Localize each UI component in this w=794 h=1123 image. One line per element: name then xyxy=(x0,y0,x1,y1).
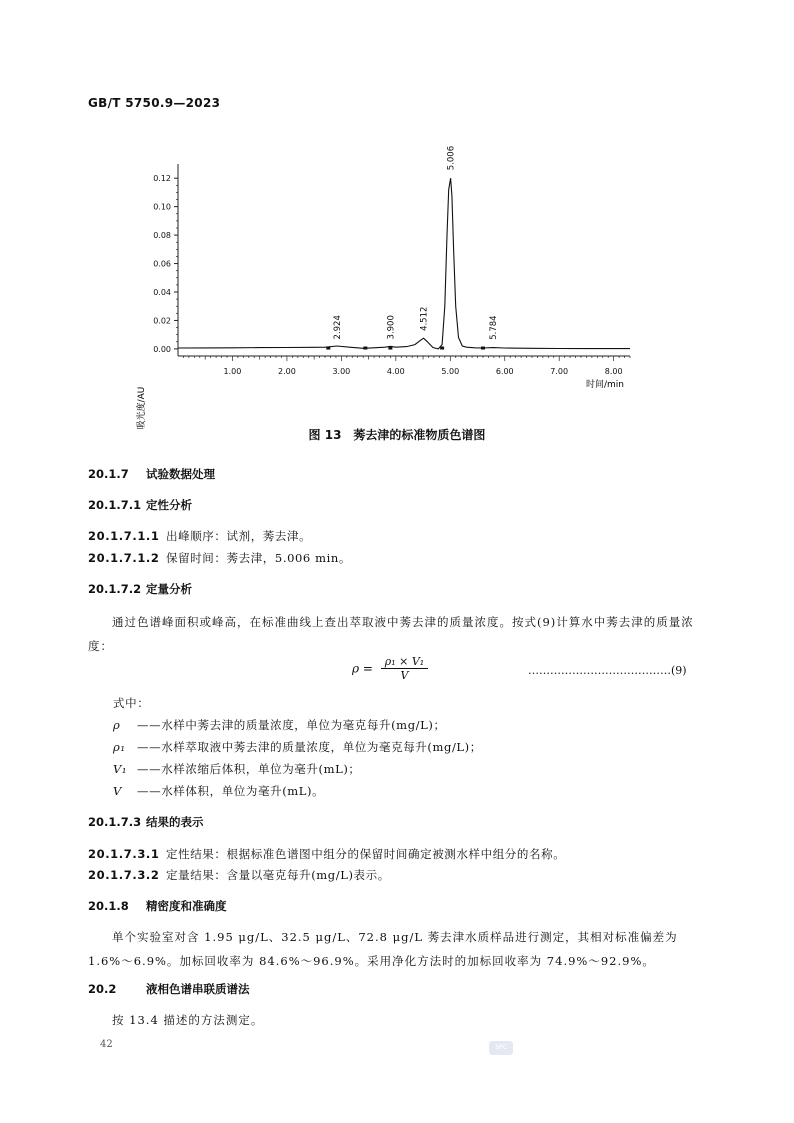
integration-marker xyxy=(363,347,367,350)
x-tick-label: 1.00 xyxy=(223,367,242,376)
var-v: V ——水样体积，单位为毫升(mL)。 xyxy=(113,784,325,798)
precision-paragraph: 单个实验室对含 1.95 μg/L、32.5 μg/L、72.8 μg/L 莠去津水质样品进行测定，其相对标准偏差为1.6%～6.9%。加标回收率为 84.6%～96.9%。采用净化方法时的加标回收率为 74.9%～92.9%。 xyxy=(88,930,678,968)
where-label: 式中： xyxy=(113,696,150,710)
heading-20-2: 20.2 液相色谱串联质谱法 xyxy=(88,982,250,996)
x-tick-label: 2.00 xyxy=(278,367,296,376)
x-tick-label: 4.00 xyxy=(386,367,405,376)
chart-axes xyxy=(178,164,630,356)
y-tick-label: 0.12 xyxy=(153,174,171,184)
formula-number: …………………………………(9) xyxy=(528,664,687,677)
page-number: 42 xyxy=(100,1039,113,1050)
x-tick-label: 6.00 xyxy=(495,367,514,376)
var-rho: ρ ——水样中莠去津的质量浓度，单位为毫克每升(mg/L)； xyxy=(113,718,446,732)
item-20-1-7-1-2: 20.1.7.1.2 保留时间：莠去津，5.006 min。 xyxy=(88,551,351,565)
chart-ticks xyxy=(153,174,630,376)
x-tick-label: 8.00 xyxy=(604,367,623,376)
peak-label: 5.784 xyxy=(488,315,499,340)
integration-marker xyxy=(440,347,444,350)
peak-label: 3.900 xyxy=(386,315,397,340)
item-20-1-7-3-2: 20.1.7.3.2 定量结果：含量以毫克每升(mg/L)表示。 xyxy=(88,868,390,882)
heading-20-1-7-2: 20.1.7.2 定量分析 xyxy=(88,582,192,596)
y-tick-label: 0.08 xyxy=(153,231,171,241)
heading-20-1-8: 20.1.8 精密度和准确度 xyxy=(88,899,227,913)
var-rho1: ρ₁ ——水样萃取液中莠去津的质量浓度，单位为毫克每升(mg/L)； xyxy=(113,740,482,754)
peak-label: 4.512 xyxy=(419,306,430,331)
chart-series xyxy=(178,178,630,349)
chromatogram-line xyxy=(178,178,630,349)
standard-number: GB/T 5750.9—2023 xyxy=(88,96,221,110)
y-tick-label: 0.00 xyxy=(153,344,171,354)
integration-marker xyxy=(326,347,330,350)
peak-label: 5.006 xyxy=(446,145,457,171)
heading-20-1-7-3: 20.1.7.3 结果的表示 xyxy=(88,815,204,829)
method-paragraph: 按 13.4 描述的方法测定。 xyxy=(112,1013,264,1027)
peak-label: 2.924 xyxy=(333,315,344,340)
x-tick-label: 3.00 xyxy=(332,367,351,376)
item-20-1-7-1-1: 20.1.7.1.1 出峰顺序：试剂，莠去津。 xyxy=(88,529,312,543)
formula-9: ρ = $\frac{\text{ρ₁ × V₁}}{V}$ xyxy=(352,655,428,682)
quant-paragraph: 通过色谱峰面积或峰高，在标准曲线上查出萃取液中莠去津的质量浓度。按式(9)计算水中莠去津的质量浓度： xyxy=(88,615,694,653)
y-tick-label: 0.10 xyxy=(153,202,171,212)
publisher-logo: SPC xyxy=(489,1041,513,1055)
y-tick-label: 0.06 xyxy=(153,259,171,269)
x-tick-label: 5.00 xyxy=(441,367,460,376)
chart-peak-labels xyxy=(333,146,499,340)
chromatogram-chart xyxy=(120,145,640,430)
integration-marker xyxy=(481,347,485,350)
y-axis-label: 吸光度/AU xyxy=(137,386,147,430)
heading-20-1-7: 20.1.7 试验数据处理 xyxy=(88,467,215,481)
figure-caption: 图 13 莠去津的标准物质色谱图 xyxy=(308,428,486,442)
x-tick-label: 7.00 xyxy=(550,367,569,376)
item-20-1-7-3-1: 20.1.7.3.1 定性结果：根据标准色谱图中组分的保留时间确定被测水样中组分的名称。 xyxy=(88,847,566,861)
var-v1: V₁ ——水样浓缩后体积，单位为毫升(mL)； xyxy=(113,762,361,776)
integration-marker xyxy=(388,347,392,350)
y-tick-label: 0.02 xyxy=(153,316,171,326)
heading-20-1-7-1: 20.1.7.1 定性分析 xyxy=(88,498,192,512)
x-axis-label: 时间/min xyxy=(586,380,625,390)
y-tick-label: 0.04 xyxy=(153,288,171,297)
